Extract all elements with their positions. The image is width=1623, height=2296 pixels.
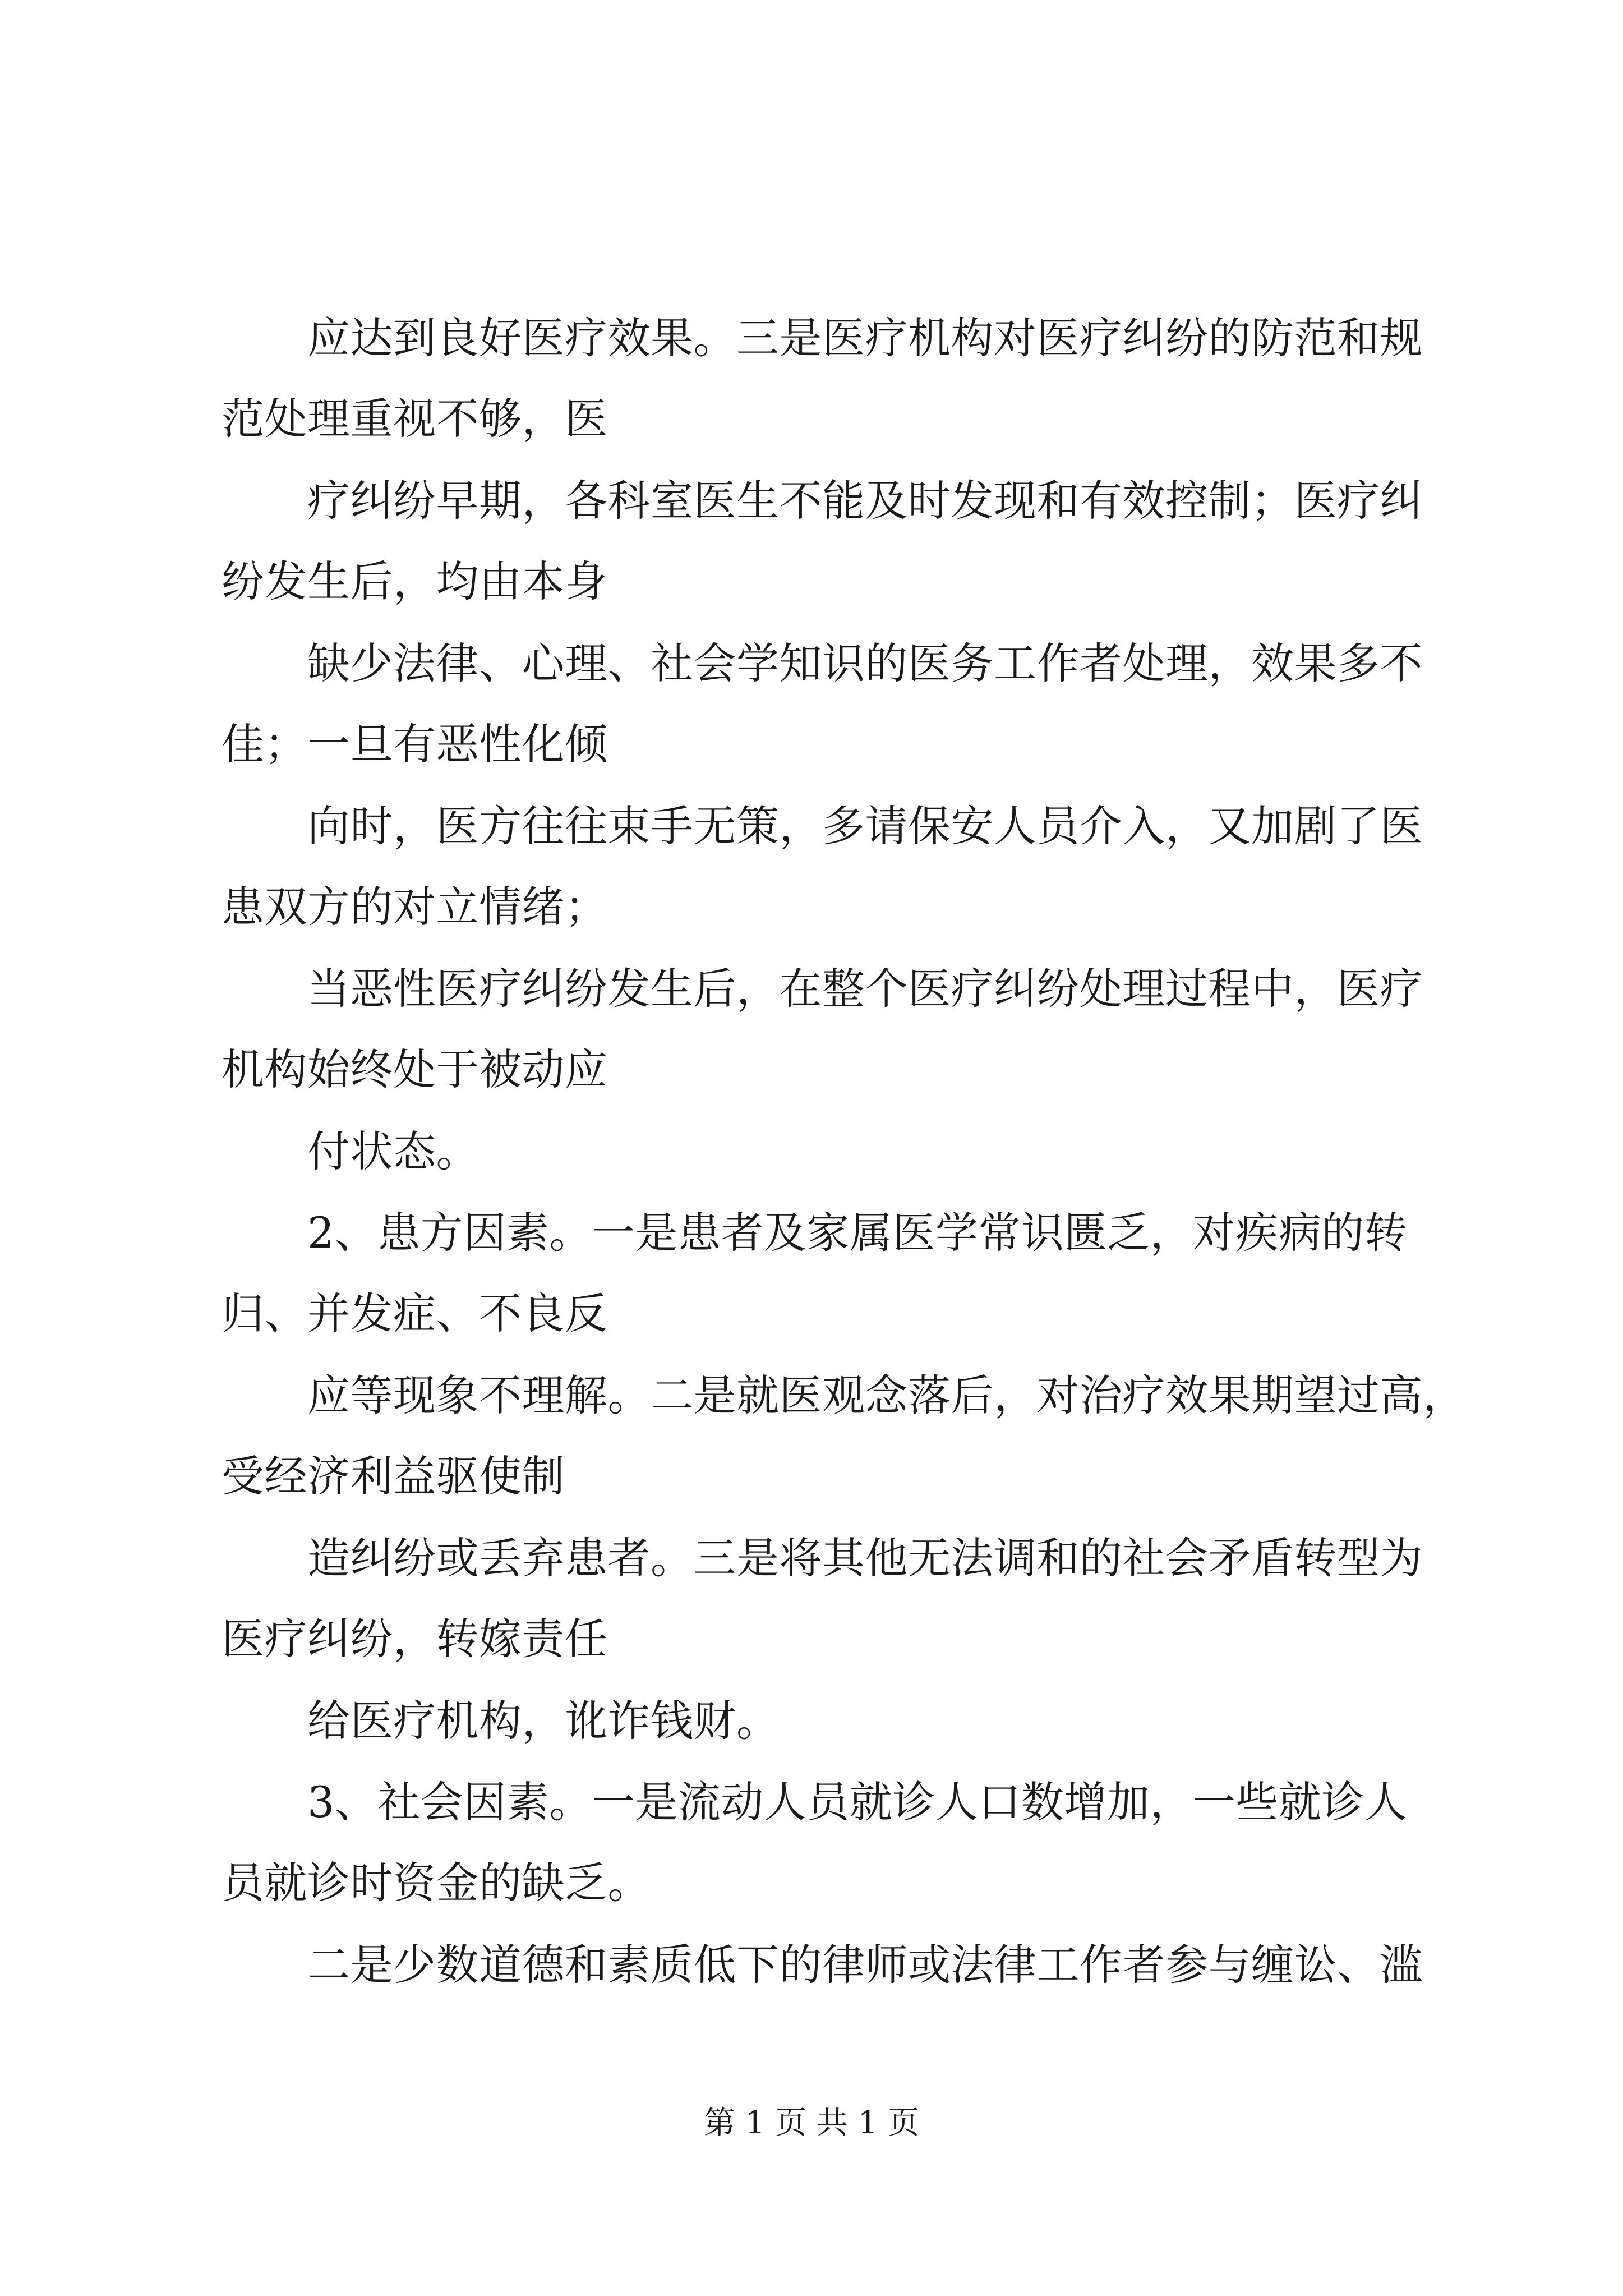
text-line: 应等现象不理解。二是就医观念落后，对治疗效果期望过高， [307, 1370, 1466, 1420]
text-line: 造纠纷或丢弃患者。三是将其他无法调和的社会矛盾转型为 [307, 1533, 1423, 1583]
text-line: 范处理重视不够，医 [222, 394, 608, 444]
text-line: 3、社会因素。一是流动人员就诊人口数增加，一些就诊人 [307, 1777, 1408, 1827]
text-line: 应达到良好医疗效果。三是医疗机构对医疗纠纷的防范和规 [307, 313, 1423, 363]
text-line: 佳；一旦有恶性化倾 [222, 719, 608, 769]
text-line: 医疗纠纷，转嫁责任 [222, 1614, 608, 1664]
page-number-footer: 第 1 页 共 1 页 [703, 2105, 920, 2141]
text-line: 向时，医方往往束手无策，多请保安人员介入，又加剧了医 [307, 801, 1423, 851]
text-line: 纷发生后，均由本身 [222, 556, 608, 606]
text-line: 二是少数道德和素质低下的律师或法律工作者参与缠讼、滥 [307, 1940, 1423, 1990]
text-line: 员就诊时资金的缺乏。 [222, 1858, 651, 1908]
text-line: 当恶性医疗纠纷发生后，在整个医疗纠纷处理过程中，医疗 [307, 964, 1423, 1014]
text-line: 归、并发症、不良反 [222, 1289, 608, 1338]
text-line: 机构始终处于被动应 [222, 1045, 608, 1094]
text-line: 给医疗机构，讹诈钱财。 [307, 1696, 780, 1746]
text-line: 患双方的对立情绪； [222, 882, 608, 932]
text-line: 缺少法律、心理、社会学知识的医务工作者处理，效果多不 [307, 638, 1423, 688]
text-line: 付状态。 [307, 1126, 479, 1176]
text-line: 疗纠纷早期，各科室医生不能及时发现和有效控制；医疗纠 [307, 476, 1423, 526]
text-line: 2、患方因素。一是患者及家属医学常识匮乏，对疾病的转 [307, 1208, 1408, 1258]
text-line: 受经济利益驱使制 [222, 1451, 565, 1501]
